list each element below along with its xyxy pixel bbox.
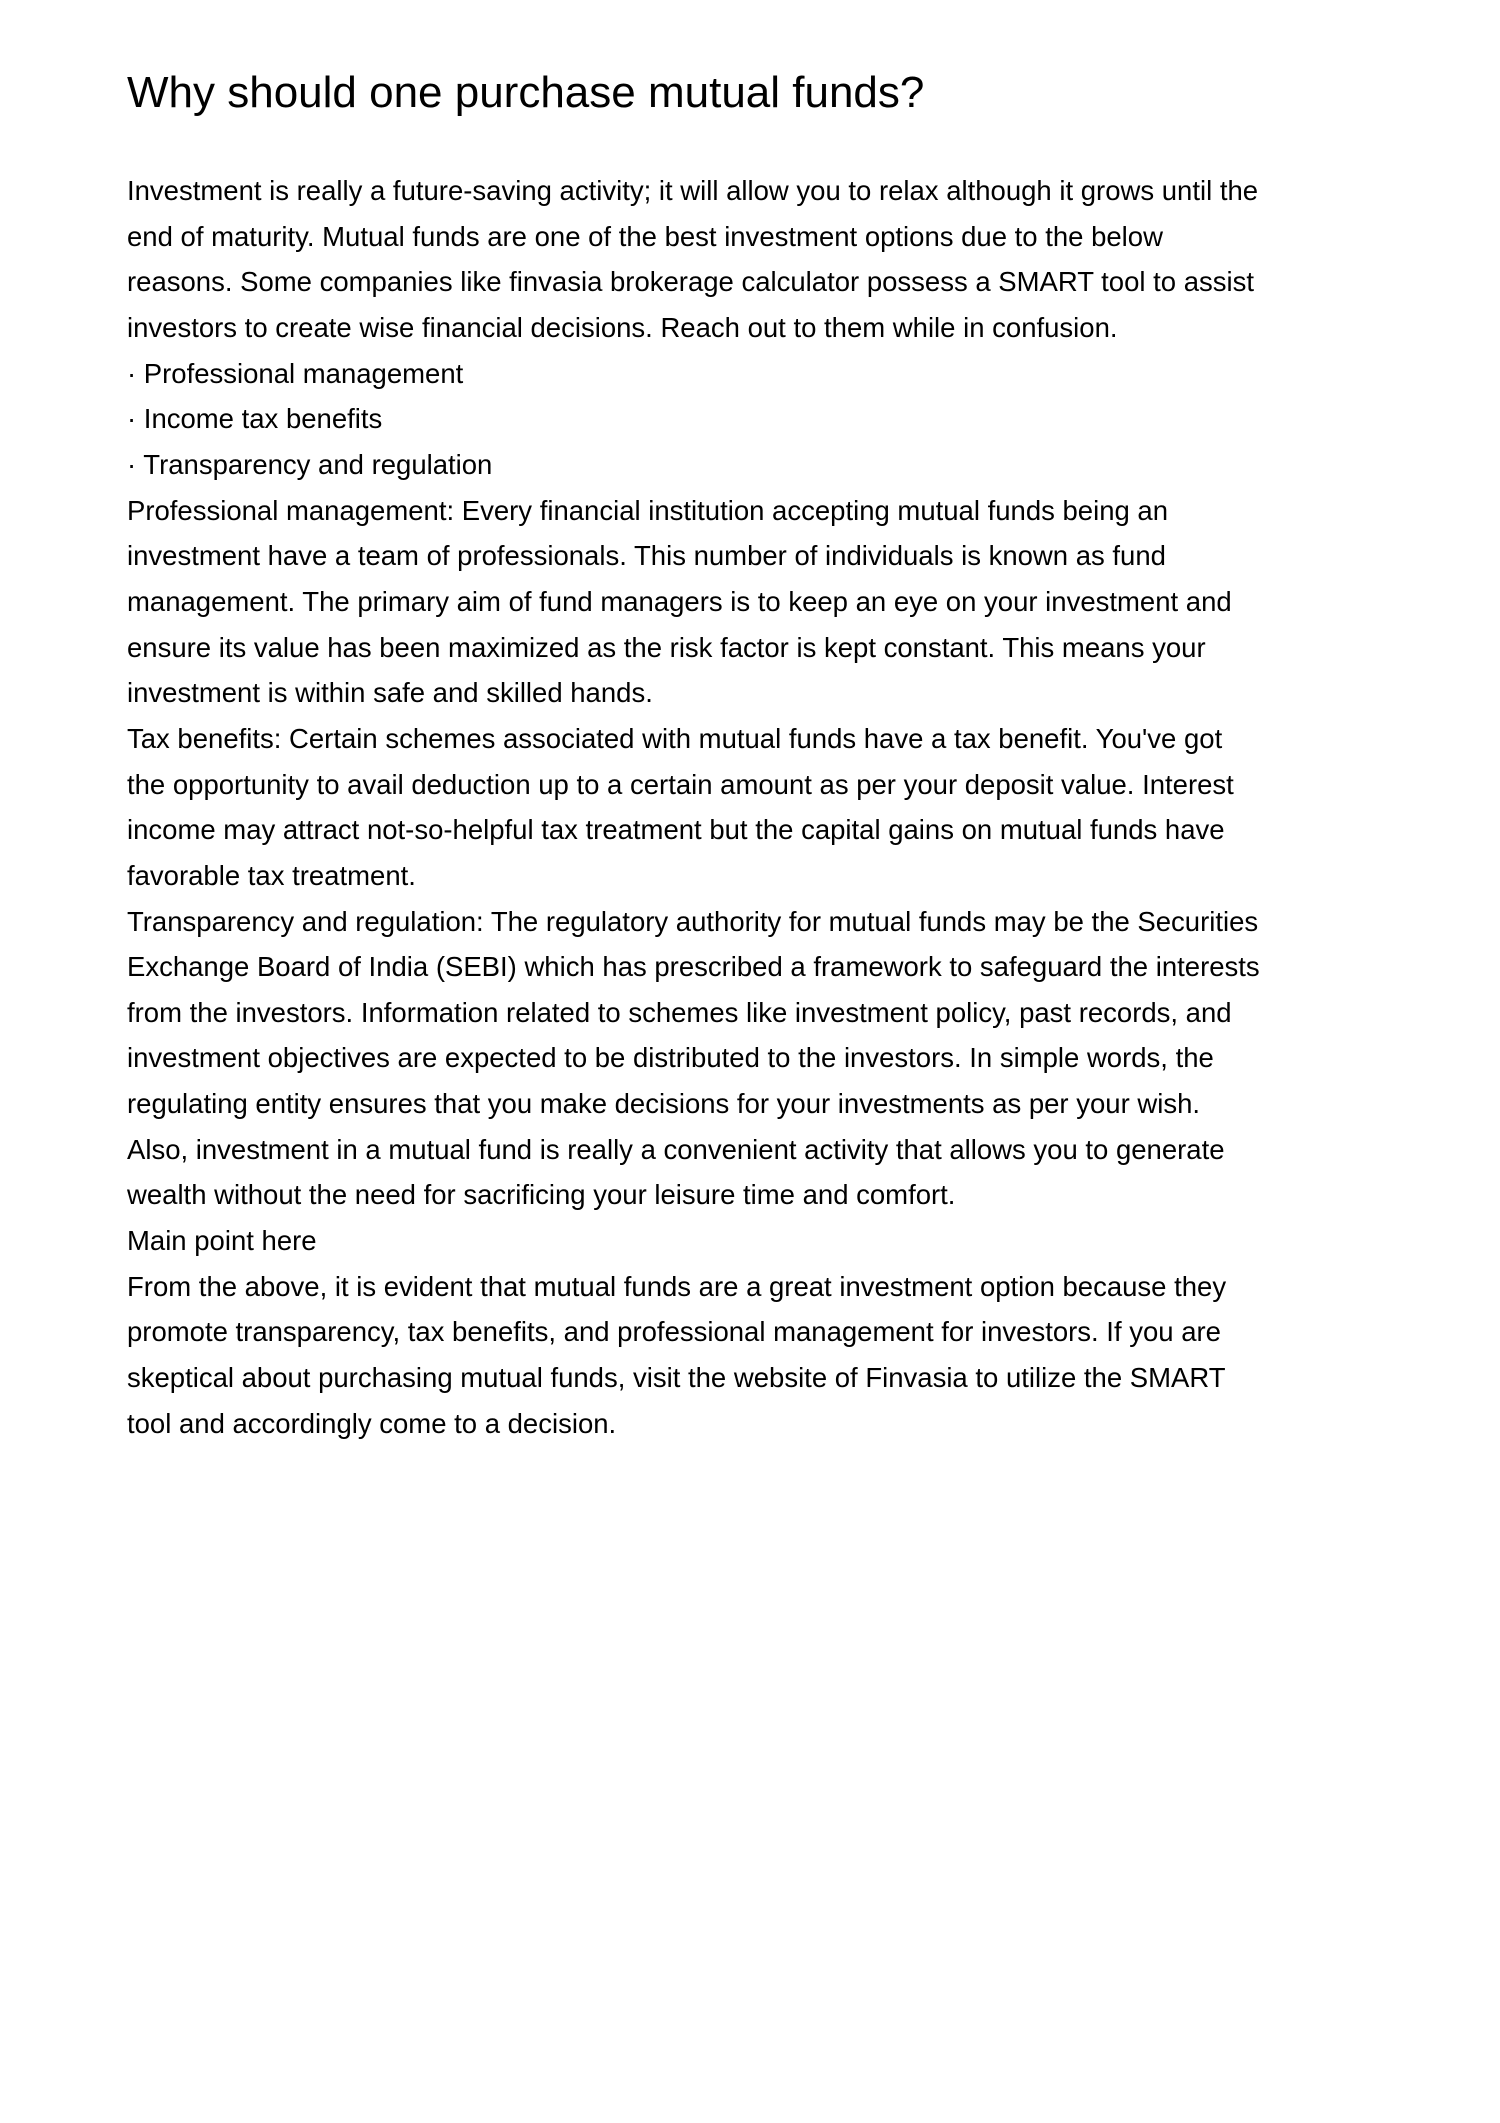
text-line: Main point here bbox=[127, 1225, 317, 1257]
document-body bbox=[127, 168, 1260, 1446]
text-line: Tax benefits: Certain schemes associated with mutual funds have a tax benefit. You've got bbox=[127, 722, 1223, 754]
text-line: wealth without the need for sacrificing your leisure time and comfort. bbox=[127, 1179, 956, 1211]
text-line: tool and accordingly come to a decision. bbox=[127, 1407, 617, 1439]
text-line: management. The primary aim of fund managers is to keep an eye on your investment and bbox=[127, 585, 1232, 617]
page-title: Why should one purchase mutual funds? bbox=[127, 68, 925, 117]
text-line: the opportunity to avail deduction up to a certain amount as per your deposit value. Interest bbox=[127, 768, 1234, 800]
text-line: ensure its value has been maximized as the risk factor is kept constant. This means your bbox=[127, 631, 1206, 663]
text-line: investment objectives are expected to be distributed to the investors. In simple words, the bbox=[127, 1042, 1214, 1074]
text-line: promote transparency, tax benefits, and professional management for investors. If you are bbox=[127, 1316, 1221, 1348]
text-line: Investment is really a future-saving activity; it will allow you to relax although it grows until the bbox=[127, 175, 1259, 206]
text-line: Exchange Board of India (SEBI) which has prescribed a framework to safeguard the interests bbox=[127, 951, 1260, 983]
text-line: · Income tax benefits bbox=[127, 403, 383, 435]
text-line: investment have a team of professionals. This number of individuals is known as fund bbox=[127, 540, 1166, 572]
text-line: from the investors. Information related to schemes like investment policy, past records, and bbox=[127, 996, 1232, 1028]
text-line: skeptical about purchasing mutual funds, visit the website of Finvasia to utilize the SMART bbox=[127, 1362, 1226, 1394]
text-line: end of maturity. Mutual funds are one of the best investment options due to the below bbox=[127, 220, 1163, 252]
text-line: favorable tax treatment. bbox=[127, 859, 416, 891]
text-line: From the above, it is evident that mutual funds are a great investment option because they bbox=[127, 1270, 1227, 1302]
text-line: Transparency and regulation: The regulatory authority for mutual funds may be the Securities bbox=[127, 905, 1259, 937]
text-line: Professional management: Every financial institution accepting mutual funds being an bbox=[127, 494, 1169, 526]
text-line: · Transparency and regulation bbox=[127, 448, 493, 480]
text-line: reasons. Some companies like finvasia brokerage calculator possess a SMART tool to assist bbox=[127, 266, 1255, 298]
text-line: investors to create wise financial decisions. Reach out to them while in confusion. bbox=[127, 311, 1118, 343]
text-line: income may attract not-so-helpful tax treatment but the capital gains on mutual funds have bbox=[127, 814, 1225, 846]
text-line: · Professional management bbox=[127, 357, 464, 389]
text-line: regulating entity ensures that you make decisions for your investments as per your wish. bbox=[127, 1088, 1201, 1120]
text-line: Also, investment in a mutual fund is really a convenient activity that allows you to generate bbox=[127, 1133, 1225, 1165]
text-line: investment is within safe and skilled hands. bbox=[127, 677, 653, 709]
